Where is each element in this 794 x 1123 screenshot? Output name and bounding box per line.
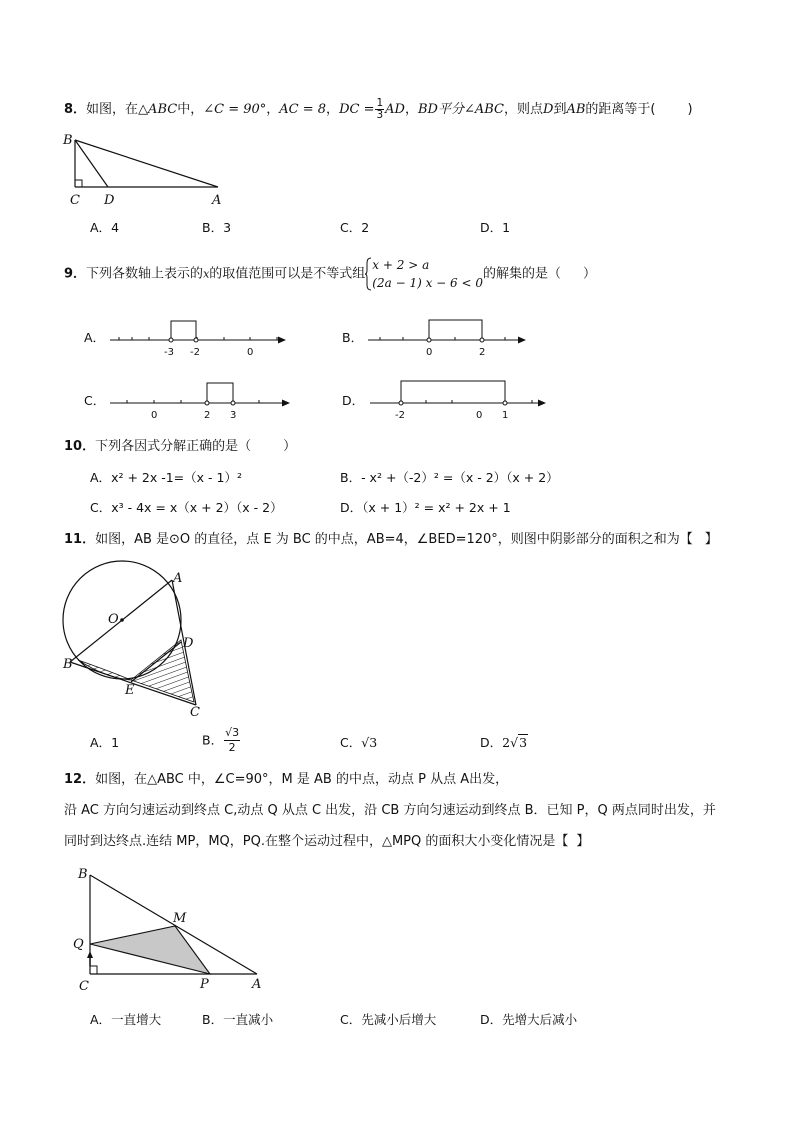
q11-label-c: C [190,705,200,720]
svg-text:0: 0 [247,347,254,358]
q8-label-b: B [63,133,73,148]
svg-text:0: 0 [476,410,483,421]
q11-stem: 11．如图，AB 是⊙O 的直径，点 E 为 BC 的中点，AB=4，∠BED=120°，则图中阴影部分的面积之和为【 】 [64,532,718,547]
svg-text:2: 2 [479,347,486,358]
q11-label-d: D [183,636,194,651]
q9-option-c-numberline[interactable] [82,378,302,424]
q12-stem-line1: 12．如图，在△ABC 中，∠C=90°，M 是 AB 的中点，动点 P 从点 A出发， [64,772,509,787]
q9-number: 9． [64,266,87,282]
svg-text:0: 0 [426,347,433,358]
q12-label-c: C [79,979,89,994]
q9-a-range [171,321,196,340]
q12-option-c[interactable]: C．先减小后增大 [340,1012,437,1027]
q12-label-a: A [252,977,262,992]
q11-option-b[interactable]: B． $\frac{√3}{2}$ [202,726,240,754]
svg-text:C．: C． [84,393,106,408]
q8-label-a: A [212,193,222,208]
svg-text:A．: A． [84,330,106,345]
q9-option-a-numberline[interactable] [82,315,302,361]
q8-option-c[interactable]: C．2 [340,220,370,235]
q8-label-c: C [70,193,80,208]
svg-text:0: 0 [151,410,158,421]
q11-center-o [120,618,124,622]
q8-fraction: $\frac{1}{3}$ [376,97,384,121]
q11-label-o: O [108,612,119,627]
q12-triangle-mpq [90,926,210,974]
q12-stem-line3: 同时到达终点.连结 MP，MQ，PQ.在整个运动过程中，△MPQ 的面积大小变化情况是【 】 [64,834,590,849]
svg-text:3: 3 [230,410,237,421]
q12-option-a[interactable]: A．一直增大 [90,1012,162,1027]
svg-text:D．: D． [342,393,365,408]
q8-triangle-figure [60,128,240,210]
q10-option-c[interactable]: C．x³ - 4x = x（x + 2）（x - 2） [90,500,283,515]
q12-triangle-figure [66,862,276,994]
q11-label-a: A [173,571,183,586]
q12-right-angle-mark [90,966,97,974]
q10-option-b[interactable]: B．- x² +（-2）² =（x - 2）（x + 2） [340,470,559,485]
q12-stem-line2: 沿 AC 方向匀速运动到终点 C,动点 Q 从点 C 出发，沿 CB 方向匀速运动到终点 B．已知 P，Q 两点同时出发，并 [64,803,716,818]
q8-label-d: D [104,193,115,208]
q12-number: 12． [64,772,96,787]
q10-option-d[interactable]: D．（x + 1）² = x² + 2x + 1 [340,500,511,515]
q12-label-p: P [200,977,209,992]
q11-shaded-left [78,660,131,680]
q9-inequality-system: x + 2 > a (2a − 1) x − 6 < 0 [365,256,483,292]
q11-option-a[interactable]: A．1 [90,735,120,750]
q10-option-a[interactable]: A．x² + 2x -1=（x - 1）² [90,470,242,485]
q8-option-a[interactable]: A．4 [90,220,120,235]
q8-option-d[interactable]: D．1 [480,220,511,235]
q8-side-ab [75,140,218,187]
q12-option-b[interactable]: B．一直减小 [202,1012,274,1027]
q8-right-angle-mark [75,180,82,187]
q9-stem: 9．下列各数轴上表示的x的取值范围可以是不等式组 x + 2 > a (2a − 1) x − 6 < 0 的解集的是（ ） [64,258,597,290]
svg-text:-3: -3 [164,347,174,358]
q12-arrow-head [87,951,93,958]
q11-option-d[interactable]: D．2√3 [480,735,528,750]
q11-circle-figure [56,560,216,722]
q12-label-b: B [78,867,88,882]
q9-d-range [401,381,505,403]
svg-text:1: 1 [502,410,509,421]
q9-option-d-numberline[interactable] [340,378,560,424]
q10-number: 10． [64,439,96,454]
q11-label-e: E [125,683,135,698]
svg-text:2: 2 [204,410,211,421]
q9-c-range [207,383,233,403]
q10-stem: 10．下列各因式分解正确的是（ ） [64,439,297,454]
q11-option-c[interactable]: C．√3 [340,735,378,750]
q9-option-b-numberline[interactable] [340,315,540,361]
q12-label-q: Q [73,937,84,952]
svg-text:-2: -2 [395,410,405,421]
q8-number: 8． [64,102,87,117]
q11-number: 11． [64,532,96,547]
q12-label-m: M [173,911,187,926]
q8-option-b[interactable]: B．3 [202,220,232,235]
svg-text:-2: -2 [190,347,200,358]
svg-text:B．: B． [342,330,364,345]
q12-option-d[interactable]: D．先增大后减小 [480,1012,578,1027]
q11-label-b: B [63,657,73,672]
q8-stem: 8．如图，在△ABC中，∠C = 90°，AC = 8，DC = $\frac{1}{3}$ AD，BD平分∠ABC，则点D到AB的距离等于( ) [64,97,693,121]
